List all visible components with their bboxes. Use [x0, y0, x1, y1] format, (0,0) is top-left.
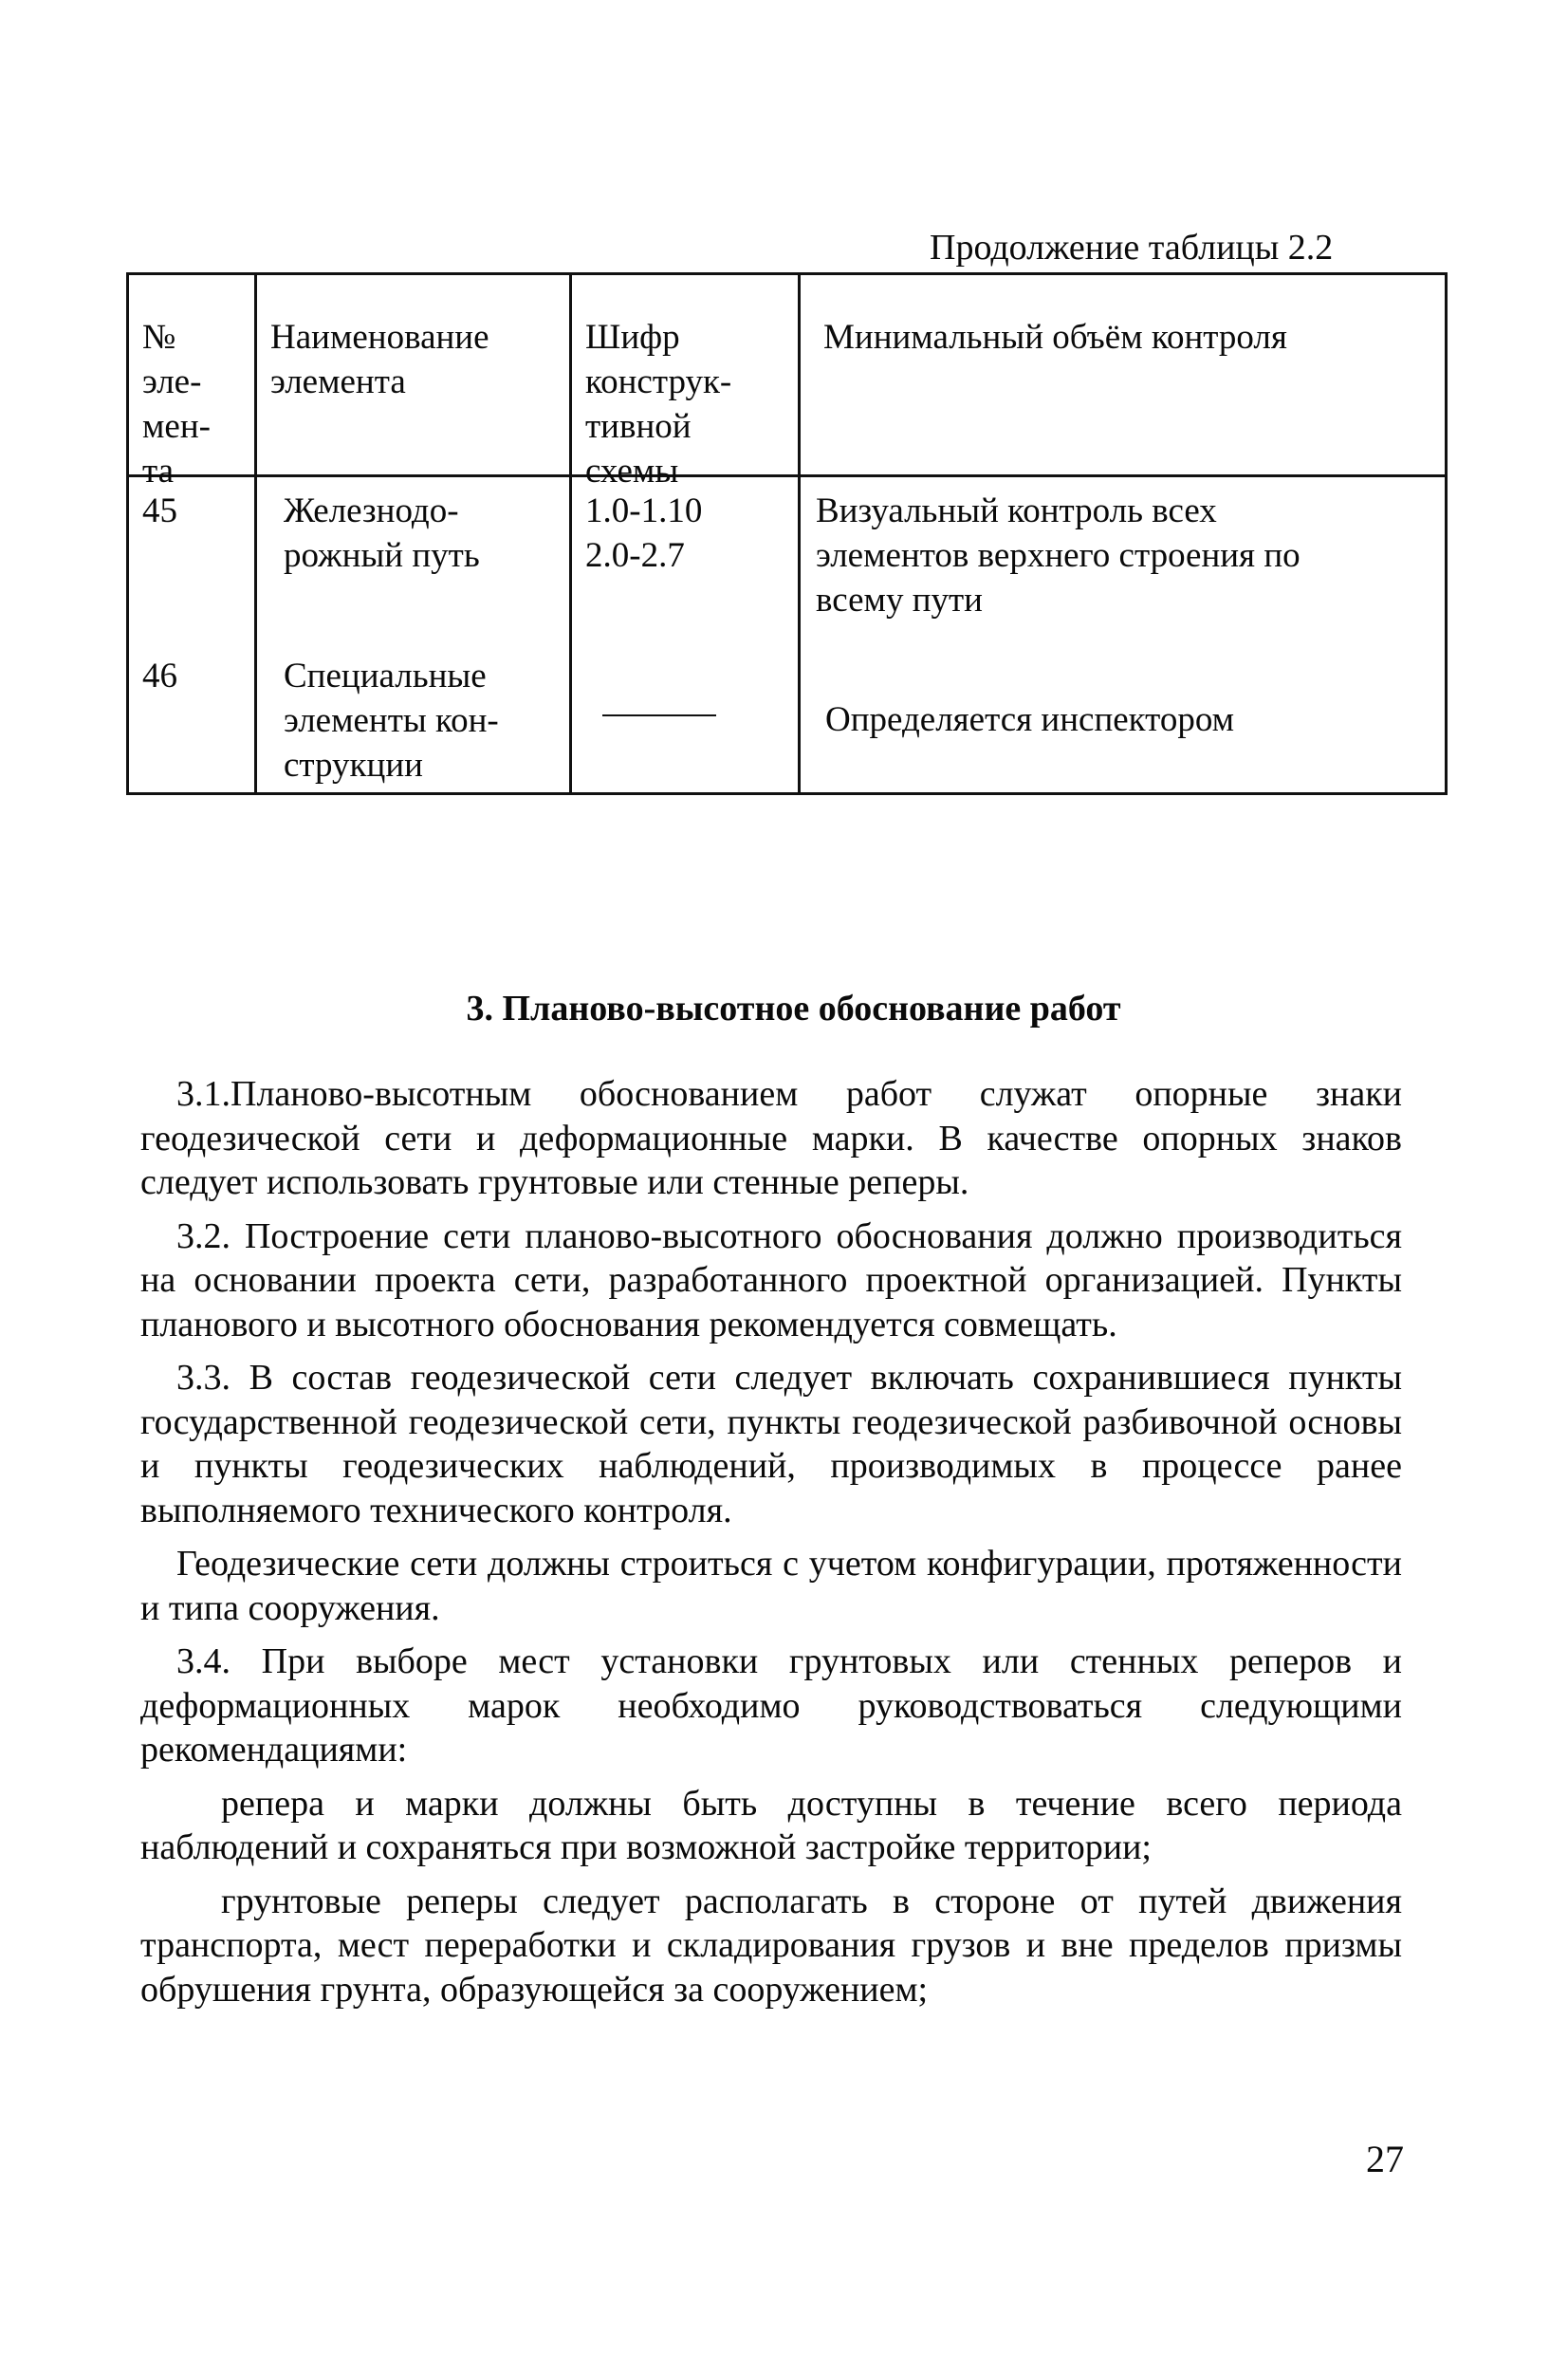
page-number: 27 — [1366, 2138, 1404, 2180]
section-heading: 3. Планово-высотное обоснование работ — [466, 989, 1121, 1029]
paragraph-benchmarks-accessible: репера и марки должны быть доступны в течение всего периода наблюдений и сохраняться при возможной застройке территории; — [140, 1783, 1402, 1867]
row-code-cell — [571, 654, 800, 794]
row-name-cell: Специальные элементы кон- струкции — [256, 654, 571, 794]
header-cell-name: Наименование элемента — [256, 274, 571, 476]
table-row — [128, 476, 1447, 655]
row-control-cell: Визуальный контроль всех элементов верхнего строения по всему пути — [800, 476, 1447, 655]
paragraph-3-4: 3.4. При выборе мест установки грунтовых или стенных реперов и деформационных марок необходимо руководствоваться следующими рекомендациями: — [140, 1641, 1402, 1770]
row-code-cell: 1.0-1.10 2.0-2.7 — [571, 476, 800, 655]
table-row — [128, 654, 1447, 794]
table-caption: Продолжение таблицы 2.2 — [930, 228, 1334, 268]
paragraph-ground-benchmarks: грунтовые реперы следует располагать в стороне от путей движения транспорта, мест переработки и складирования грузов и вне пределов призмы обрушения грунта, образующейся за сооружением; — [140, 1881, 1402, 2010]
body-text — [140, 1072, 1402, 2021]
row-number-cell: 45 — [128, 476, 256, 655]
paragraph-3-2: 3.2. Построение сети планово-высотного обоснования должно производиться на основании проекта сети, разработанного проектной организацией. Пункты планового и высотного обоснования рекомендуется совмещать. — [140, 1215, 1402, 1344]
row-control-cell: Определяется инспектором — [800, 654, 1447, 794]
table-header-row — [128, 274, 1447, 476]
paragraph-geodetic-networks: Геодезические сети должны строиться с учетом конфигурации, протяженности и типа сооружения. — [140, 1544, 1402, 1628]
control-table — [126, 272, 1448, 795]
header-cell-code: Шифр конструк- тивной схемы — [571, 274, 800, 476]
empty-dash — [602, 714, 716, 716]
header-cell-control: Минимальный объём контроля — [800, 274, 1447, 476]
paragraph-3-1: 3.1.Планово-высотным обоснованием работ служат опорные знаки геодезической сети и деформационные марки. В качестве опорных знаков следует использовать грунтовые или стенные реперы. — [140, 1074, 1402, 1202]
header-cell-number: № эле- мен- та — [128, 274, 256, 476]
row-name-cell: Железнодо- рожный путь — [256, 476, 571, 655]
row-number-cell: 46 — [128, 654, 256, 794]
paragraph-3-3: 3.3. В состав геодезической сети следует включать сохранившиеся пункты государственной геодезической сети, пункты геодезической разбивочной основы и пункты геодезических наблюдений, производимых в процессе ранее выполняемого технического контроля. — [140, 1358, 1402, 1530]
